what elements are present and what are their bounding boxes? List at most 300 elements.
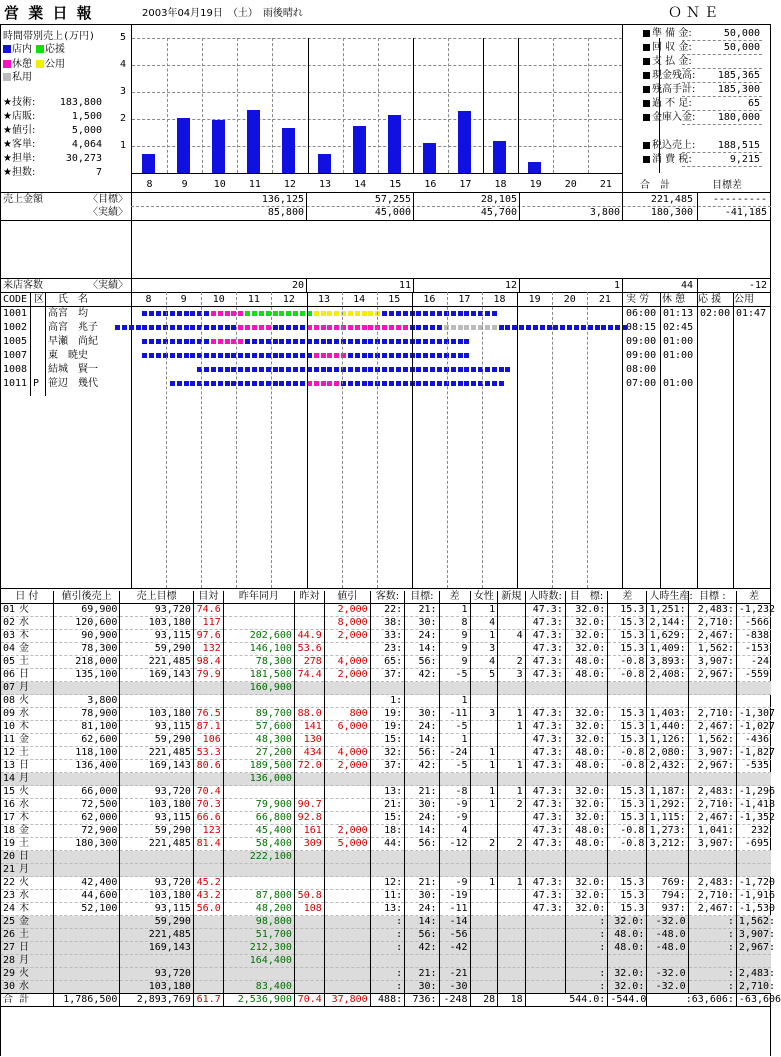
bullet	[643, 44, 650, 51]
slot	[190, 353, 195, 358]
table-cell: 1,292:	[647, 799, 688, 812]
table-row	[1, 695, 772, 708]
table-cell: 59,290	[120, 734, 193, 747]
table-cell	[120, 864, 193, 877]
hour-header: 21	[598, 294, 611, 305]
table-cell: -1,720	[736, 877, 771, 890]
table-row	[1, 734, 772, 747]
weekday: 金	[19, 916, 30, 927]
table-cell: 98.4	[193, 656, 223, 669]
day-cell	[1, 630, 54, 643]
table-cell	[736, 773, 771, 786]
table-cell: 32.0:	[565, 812, 607, 825]
table-cell: 93,720	[120, 968, 193, 981]
weekday: 火	[19, 604, 30, 615]
bullet	[643, 86, 650, 93]
weekday: 土	[19, 656, 30, 667]
table-cell: 21:	[405, 877, 439, 890]
slot	[451, 325, 456, 330]
table-cell: 161	[294, 825, 324, 838]
table-cell: 136,400	[53, 760, 120, 773]
cash-underline	[682, 68, 762, 69]
table-cell	[324, 799, 370, 812]
slot	[238, 353, 243, 358]
table-cell: -535	[736, 760, 771, 773]
table-cell: 30:	[405, 617, 439, 630]
slot	[279, 325, 284, 330]
slot	[321, 339, 326, 344]
table-cell	[565, 851, 607, 864]
table-cell	[470, 890, 498, 903]
hour-header: 14	[353, 294, 366, 305]
slot	[293, 381, 298, 386]
table-cell: 130	[294, 734, 324, 747]
table-cell: 47.3:	[525, 656, 565, 669]
table-cell: 221,485	[120, 929, 193, 942]
table-cell: :	[565, 916, 607, 929]
day-number: 07	[3, 682, 16, 693]
table-cell: 59,290	[120, 916, 193, 929]
slot	[321, 311, 326, 316]
slot	[458, 381, 463, 386]
total-cell: 70.4	[294, 994, 324, 1007]
table-cell: 32.0:	[565, 604, 607, 617]
day-cell	[1, 682, 54, 695]
table-cell: 120,600	[53, 617, 120, 630]
table-cell	[498, 968, 526, 981]
slot	[368, 381, 373, 386]
total-row	[1, 994, 772, 1007]
legend-label: 応援	[45, 44, 65, 55]
slot	[314, 339, 319, 344]
table-cell	[498, 942, 526, 955]
slot	[266, 339, 271, 344]
table-cell: 47.3:	[525, 760, 565, 773]
day-cell	[1, 669, 54, 682]
chart-column-divider	[272, 38, 273, 173]
table-cell	[294, 695, 324, 708]
table-cell: 15.3	[608, 812, 647, 825]
table-cell: 2,467:	[688, 721, 736, 734]
cash-item	[643, 140, 695, 152]
table-cell	[120, 851, 193, 864]
table-cell: 32.0:	[565, 721, 607, 734]
table-cell: 21:	[405, 786, 439, 799]
weekday: 土	[19, 747, 30, 758]
weekday: 金	[19, 643, 30, 654]
table-cell: 93,115	[120, 721, 193, 734]
day-cell	[1, 656, 54, 669]
slot	[293, 311, 298, 316]
table-cell: 27,200	[223, 747, 294, 760]
table-cell	[193, 851, 223, 864]
slot	[149, 339, 154, 344]
table-cell	[324, 968, 370, 981]
table-cell	[736, 695, 771, 708]
table-cell	[193, 981, 223, 994]
slot	[540, 325, 545, 330]
table-cell	[324, 929, 370, 942]
cash-label: 回 収 金:	[652, 42, 692, 53]
table-cell	[470, 968, 498, 981]
slot	[300, 325, 305, 330]
table-cell	[525, 851, 565, 864]
slot	[362, 353, 367, 358]
weekday: 日	[19, 669, 30, 680]
slot	[334, 381, 339, 386]
table-cell: 48.0:	[565, 747, 607, 760]
table-cell: 1	[470, 877, 498, 890]
table-row	[1, 812, 772, 825]
table-cell: 48,300	[223, 734, 294, 747]
table-cell: 9	[439, 643, 470, 656]
slot	[437, 353, 442, 358]
legend-label: 店内	[12, 44, 32, 55]
slot	[519, 325, 524, 330]
slot	[245, 339, 250, 344]
hour-header: 18	[493, 294, 506, 305]
table-cell	[647, 864, 688, 877]
grid-line	[697, 292, 698, 588]
table-cell	[324, 786, 370, 799]
table-cell: 169,143	[120, 942, 193, 955]
weekday: 月	[19, 955, 30, 966]
report-date: 2003年04月19日 （土） 雨後晴れ	[142, 8, 303, 19]
table-cell: 70.4	[193, 786, 223, 799]
total-cell: 544.0:	[525, 994, 608, 1007]
table-cell: 48.0:	[565, 825, 607, 838]
table-cell: 278	[294, 656, 324, 669]
table-cell: -11	[439, 903, 470, 916]
table-cell: 47.3:	[525, 877, 565, 890]
table-cell: 15:	[370, 734, 404, 747]
grid-line	[482, 292, 483, 588]
chart-column-divider	[378, 38, 379, 173]
day-cell	[1, 708, 54, 721]
total-cell: -544.0	[608, 994, 647, 1007]
slot	[184, 339, 189, 344]
table-cell: 88.0	[294, 708, 324, 721]
slot	[389, 311, 394, 316]
slot	[608, 325, 613, 330]
bar-10	[212, 120, 225, 173]
chart-section-divider	[518, 38, 519, 173]
table-cell: 2,080:	[647, 747, 688, 760]
slot	[485, 381, 490, 386]
x-tick-label: 17	[459, 179, 472, 190]
slot	[321, 353, 326, 358]
slot	[355, 339, 360, 344]
slot	[273, 311, 278, 316]
day-cell	[1, 760, 54, 773]
visitors-label: 来店客数	[3, 280, 43, 291]
legend-swatch	[36, 45, 44, 53]
slot	[492, 311, 497, 316]
table-cell	[470, 682, 498, 695]
table-cell: 937:	[647, 903, 688, 916]
table-cell: 2,710:	[688, 890, 736, 903]
column-header: 目対	[193, 591, 223, 604]
table-cell: 32.0:	[565, 708, 607, 721]
table-cell	[736, 955, 771, 968]
slot	[307, 339, 312, 344]
table-cell	[470, 773, 498, 786]
table-cell: 72,500	[53, 799, 120, 812]
stat-value: 1,500	[71, 111, 102, 122]
slot	[293, 353, 298, 358]
table-cell: 1,409:	[647, 643, 688, 656]
bar-19	[528, 162, 541, 173]
slot	[348, 353, 353, 358]
legend-label: 公用	[45, 59, 65, 70]
table-cell: -1,916	[736, 890, 771, 903]
slot	[362, 339, 367, 344]
slot	[334, 339, 339, 344]
slot	[156, 339, 161, 344]
visitors-sub-label: 〈実績〉	[88, 280, 128, 291]
table-cell	[405, 773, 439, 786]
stat-label: ★客単:	[3, 139, 36, 150]
table-cell	[324, 695, 370, 708]
sales-target-s12: 136,125	[261, 194, 304, 205]
legend-label: 休憩	[12, 59, 32, 70]
cash-item	[643, 70, 695, 82]
table-cell: :	[565, 929, 607, 942]
slot	[149, 311, 154, 316]
slot	[348, 381, 353, 386]
slot	[286, 339, 291, 344]
table-cell: 66,000	[53, 786, 120, 799]
total-cell: 合 計	[1, 994, 54, 1007]
slot	[204, 381, 209, 386]
table-row	[1, 916, 772, 929]
table-cell	[294, 877, 324, 890]
hour-header: 8	[145, 294, 152, 305]
table-cell	[470, 851, 498, 864]
table-cell: -1,352	[736, 812, 771, 825]
slot	[286, 367, 291, 372]
table-cell: :	[688, 981, 736, 994]
slot	[259, 311, 264, 316]
table-cell	[736, 682, 771, 695]
table-cell	[498, 812, 526, 825]
day-cell	[1, 643, 54, 656]
weekday: 水	[19, 617, 30, 628]
slot	[499, 381, 504, 386]
table-cell: -48.0	[647, 942, 688, 955]
table-cell: 21:	[405, 604, 439, 617]
chart-column-divider	[553, 38, 554, 173]
table-cell	[223, 968, 294, 981]
table-cell	[439, 955, 470, 968]
visitors-s12: 20	[291, 280, 304, 291]
column-header: 女性	[470, 591, 498, 604]
day-cell	[1, 747, 54, 760]
sales-actual-label: 〈実績〉	[88, 207, 128, 218]
visitors-diff: -12	[748, 280, 767, 291]
table-cell: 48.0:	[608, 942, 647, 955]
table-cell	[608, 864, 647, 877]
table-cell	[223, 604, 294, 617]
slot	[211, 381, 216, 386]
slot	[560, 325, 565, 330]
x-tick-label: 15	[389, 179, 402, 190]
table-cell: :	[688, 942, 736, 955]
cash-item	[643, 84, 695, 96]
table-cell	[294, 617, 324, 630]
table-cell: 1	[498, 786, 526, 799]
total-cell: 2,893,769	[120, 994, 193, 1007]
table-cell: 1	[470, 630, 498, 643]
slot	[396, 367, 401, 372]
table-cell	[223, 864, 294, 877]
table-cell: 181,500	[223, 669, 294, 682]
table-cell: 2,467:	[688, 812, 736, 825]
table-cell: 2	[470, 838, 498, 851]
slot	[307, 311, 312, 316]
table-cell	[647, 955, 688, 968]
table-cell	[294, 864, 324, 877]
table-cell: 65:	[370, 656, 404, 669]
table-cell: -9	[439, 799, 470, 812]
table-cell	[498, 643, 526, 656]
table-cell: 87.1	[193, 721, 223, 734]
staff-rest: 01:00	[663, 378, 694, 389]
bar-11	[247, 110, 260, 173]
slot	[286, 325, 291, 330]
slot	[204, 339, 209, 344]
table-cell	[439, 851, 470, 864]
table-cell: -1,307	[736, 708, 771, 721]
table-cell: 1,115:	[647, 812, 688, 825]
table-row	[1, 890, 772, 903]
table-cell: 769:	[647, 877, 688, 890]
slot	[389, 325, 394, 330]
table-cell: 97.6	[193, 630, 223, 643]
table-cell: 50.8	[294, 890, 324, 903]
table-cell: 8,000	[324, 617, 370, 630]
slot	[225, 367, 230, 372]
table-cell: -56	[439, 929, 470, 942]
slot	[170, 339, 175, 344]
slot	[403, 353, 408, 358]
table-cell	[223, 786, 294, 799]
weekday: 日	[19, 851, 30, 862]
table-cell: 1,041:	[688, 825, 736, 838]
slot	[142, 353, 147, 358]
slot	[321, 325, 326, 330]
table-row	[1, 968, 772, 981]
table-cell	[525, 942, 565, 955]
table-cell	[498, 825, 526, 838]
table-cell: -5	[439, 760, 470, 773]
hourly-sales-chart	[120, 26, 622, 192]
table-cell: 4	[439, 825, 470, 838]
slot	[218, 339, 223, 344]
sales-target-s15: 57,255	[374, 194, 411, 205]
weekday: 火	[19, 968, 30, 979]
day-number: 30	[3, 981, 16, 992]
table-cell: -8	[439, 786, 470, 799]
column-header: 目標:	[405, 591, 439, 604]
table-cell	[498, 981, 526, 994]
weekday: 火	[19, 877, 30, 888]
table-cell: :	[370, 916, 404, 929]
table-cell: 309	[294, 838, 324, 851]
table-row	[1, 799, 772, 812]
staff-help: 02:00	[700, 308, 731, 319]
table-cell: 62,000	[53, 812, 120, 825]
slot	[437, 339, 442, 344]
x-tick-label: 12	[283, 179, 296, 190]
slot	[327, 325, 332, 330]
table-cell	[53, 682, 120, 695]
weekday: 土	[19, 929, 30, 940]
slot	[273, 367, 278, 372]
code-header: CODE	[3, 294, 28, 305]
slot	[225, 339, 230, 344]
table-cell: 32.0:	[608, 968, 647, 981]
slot	[485, 311, 490, 316]
table-cell: 32.0:	[565, 903, 607, 916]
slot	[204, 311, 209, 316]
table-cell: 160,900	[223, 682, 294, 695]
table-cell	[324, 773, 370, 786]
slot	[190, 325, 195, 330]
table-cell	[370, 851, 404, 864]
slot	[211, 353, 216, 358]
table-cell	[324, 955, 370, 968]
staff-code: 1007	[3, 350, 28, 361]
table-cell: 2,408:	[647, 669, 688, 682]
slot	[300, 381, 305, 386]
day-number: 14	[3, 773, 16, 784]
slot	[430, 325, 435, 330]
table-cell: 1	[439, 604, 470, 617]
slot	[355, 311, 360, 316]
total-cell: -248	[439, 994, 470, 1007]
table-cell: 70.3	[193, 799, 223, 812]
slot	[307, 353, 312, 358]
day-number: 09	[3, 708, 16, 719]
visitors-s15: 11	[398, 280, 411, 291]
hour-header: 12	[282, 294, 295, 305]
bar-14	[353, 126, 366, 173]
table-cell	[405, 851, 439, 864]
grid-line	[552, 292, 553, 588]
day-cell	[1, 955, 54, 968]
slot	[300, 367, 305, 372]
table-row	[1, 721, 772, 734]
slot	[396, 381, 401, 386]
slot	[238, 381, 243, 386]
table-cell	[688, 864, 736, 877]
stat-value: 4,064	[71, 139, 102, 150]
table-cell: 62,600	[53, 734, 120, 747]
table-cell	[193, 682, 223, 695]
table-cell: 90.7	[294, 799, 324, 812]
table-cell	[688, 955, 736, 968]
total-cell: 2,536,900	[223, 994, 294, 1007]
cash-underline	[682, 96, 762, 97]
slot	[314, 367, 319, 372]
bar-8	[142, 154, 155, 173]
staff-name: 東 暁史	[48, 350, 88, 361]
table-cell: 2,467:	[688, 630, 736, 643]
cash-label: 税込売上:	[652, 140, 696, 151]
stat-value: 30,273	[65, 153, 102, 164]
grid-line	[412, 292, 413, 588]
